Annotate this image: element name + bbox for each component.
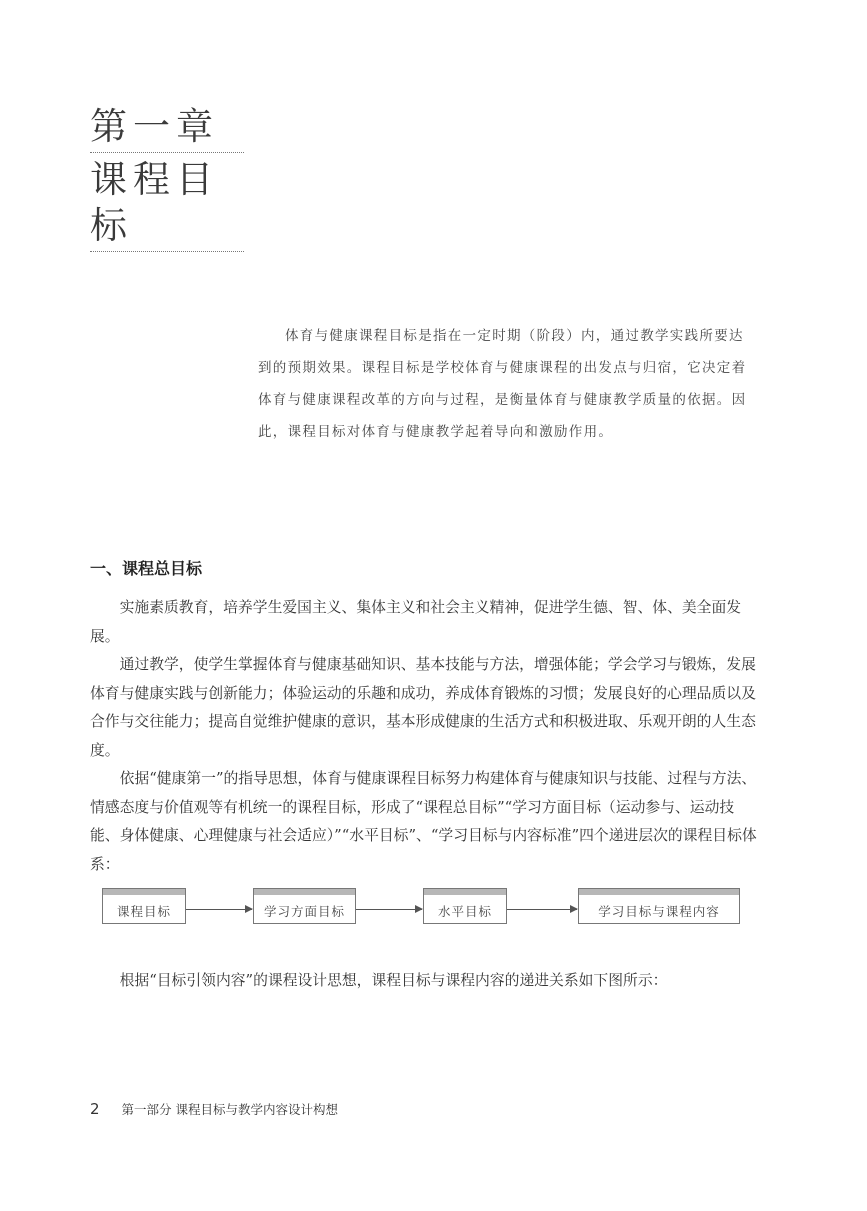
arrow-icon xyxy=(507,909,577,910)
diagram-box-level-goal: 水平目标 xyxy=(423,888,507,924)
chapter-number: 第一章 xyxy=(90,104,244,153)
paragraph: 根据“目标引领内容”的课程设计思想，课程目标与课程内容的递进关系如下图所示： xyxy=(119,972,668,989)
paragraph: 实施素质教育，培养学生爱国主义、集体主义和社会主义精神，促进学生德、智、体、美全面发展。 xyxy=(90,599,742,645)
chapter-title: 课程目标 xyxy=(90,157,244,252)
goal-hierarchy-diagram xyxy=(102,888,742,926)
arrow-icon xyxy=(186,909,252,910)
page-footer xyxy=(90,1100,338,1118)
section-heading: 一、课程总目标 xyxy=(90,559,203,578)
arrow-icon xyxy=(356,909,422,910)
page-number: 2 xyxy=(90,1100,100,1118)
paragraph: 通过教学，使学生掌握体育与健康基础知识、基本技能与方法，增强体能；学会学习与锻炼，发展体育与健康实践与创新能力；体验运动的乐趣和成功，养成体育锻炼的习惯；发展良好的心理品质以及合作与交往能力；提高自觉维护健康的意识，基本形成健康的生活方式和积极进取、乐观开朗的人生态度。 xyxy=(90,656,756,759)
chapter-intro: 体育与健康课程目标是指在一定时期（阶段）内，通过教学实践所要达到的预期效果。课程目标是学校体育与健康课程的出发点与归宿，它决定着体育与健康课程改革的方向与过程，是衡量体育与健康教学质量的依据。因此，课程目标对体育与健康教学起着导向和激励作用。 xyxy=(258,328,747,440)
running-title: 第一部分 课程目标与教学内容设计构想 xyxy=(121,1102,339,1117)
chapter-heading xyxy=(90,104,244,252)
diagram-box-course-goal: 课程目标 xyxy=(102,888,186,924)
section-body xyxy=(90,594,760,879)
diagram-box-content-goal: 学习目标与课程内容 xyxy=(578,888,740,924)
diagram-box-learning-area-goal: 学习方面目标 xyxy=(253,888,356,924)
paragraph: 依据“健康第一”的指导思想，体育与健康课程目标努力构建体育与健康知识与技能、过程与方法、情感态度与价值观等有机统一的课程目标，形成了“课程总目标”“学习方面目标（运动参与、运动技能、身体健康、心理健康与社会适应）”“水平目标”、“学习目标与内容标准”四个递进层次的课程目标体系： xyxy=(90,770,757,873)
